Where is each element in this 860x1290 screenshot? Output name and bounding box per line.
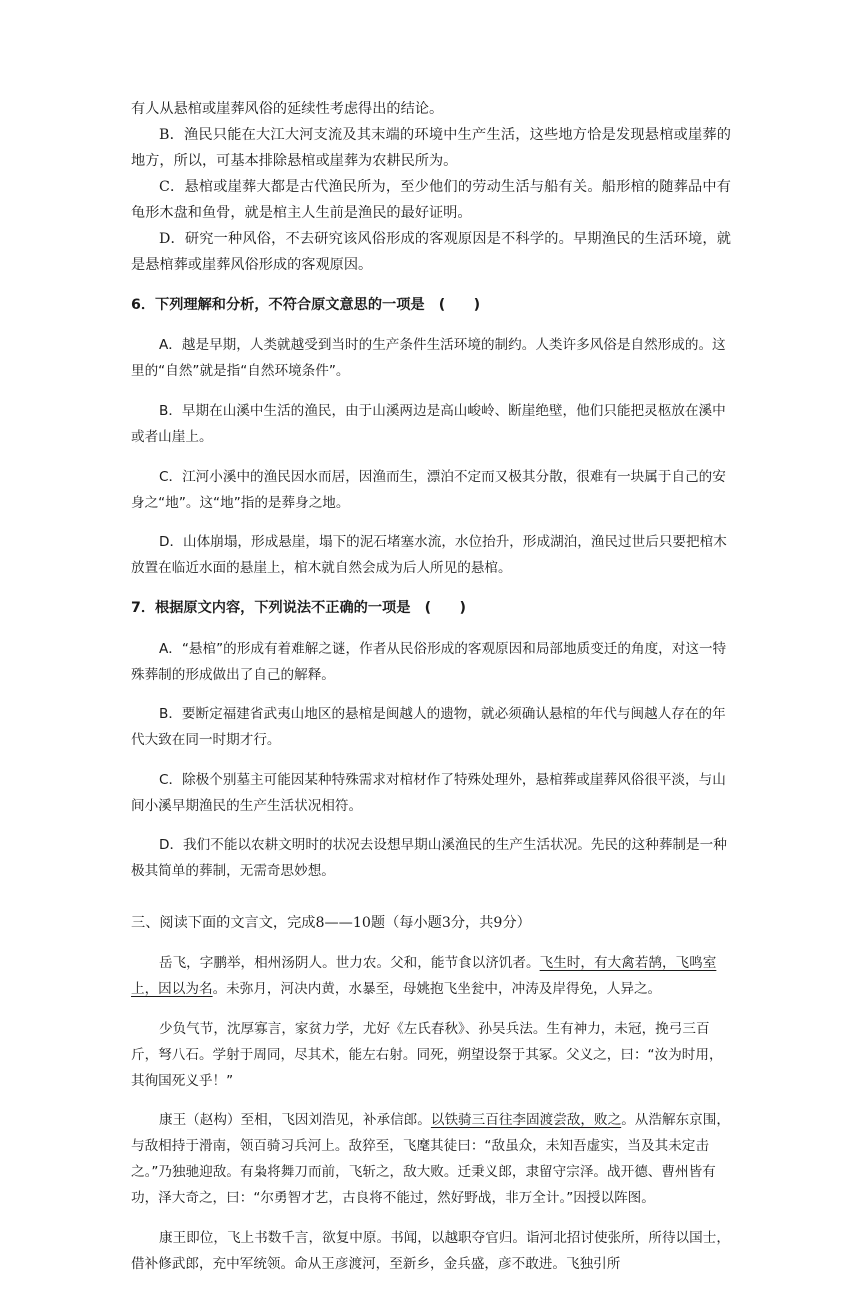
classical-text-paragraph-2: 少负气节，沈厚寡言，家贫力学，尤好《左氏春秋》、孙吴兵法。生有神力，未冠，挽弓三百斤，弩八石。学射于周同，尽其术，能左右射。同死，朔望设祭于其冢。父义之，曰：“汝为时用，其徇国死义乎！” [131, 1020, 723, 1089]
passage-option-d: D．研究一种风俗，不去研究该风俗形成的客观原因是不科学的。早期渔民的生活环境，就是悬棺葬或崖葬风俗形成的客观原因。 [131, 231, 731, 273]
question-6-option-a: A．越是早期，人类就越受到当时的生产条件生活环境的制约。人类许多风俗是自然形成的。这里的“自然”就是指“自然环境条件”。 [131, 337, 726, 380]
underlined-sentence-1: 飞生时，有大禽若鹄，飞鸣室上，因以为名 [131, 954, 717, 997]
classical-text-paragraph-3 [131, 1107, 731, 1211]
classical-text-3a: 康王（赵构）至相，飞因刘浩见，补承信郎。 [159, 1112, 431, 1129]
passage-option-c: C．悬棺或崖葬大都是古代渔民所为，至少他们的劳动生活与船有关。船形棺的随葬品中有龟形木盘和鱼骨，就是棺主人生前是渔民的最好证明。 [131, 179, 731, 221]
classical-text-1b: 。未弥月，河决内黄，水暴至，母姚抱飞坐瓮中，冲涛及岸得免，人异之。 [212, 980, 662, 997]
question-7-option-b: B．要断定福建省武夷山地区的悬棺是闽越人的遗物，就必须确认悬棺的年代与闽越人存在的年代大致在同一时期才行。 [131, 706, 726, 749]
classical-text-3b: 。从浩解东京围，与敌相持于滑南，领百骑习兵河上。敌猝至，飞麾其徒曰：“敌虽众，未知吾虚实，当及其未定击之。”乃独驰迎敌。有枭将舞刀而前，飞斩之，敌大败。迁秉义郎，隶留守宗泽。战开德、曹州皆有功，泽大奇之，曰：“尔勇智才艺，古良将不能过，然好野战，非万全计。”因授以阵图。 [131, 1112, 730, 1207]
classical-text-1a: 岳飞，字鹏举，相州汤阴人。世力农。父和，能节食以济饥者。 [159, 954, 540, 971]
document-body [131, 96, 731, 1290]
question-6-option-d: D．山体崩塌，形成悬崖，塌下的泥石堵塞水流，水位抬升，形成湖泊，渔民过世后只要把棺木放置在临近水面的悬崖上，棺木就自然会成为后人所见的悬棺。 [131, 534, 727, 577]
question-6-option-c: C．江河小溪中的渔民因水而居，因渔而生，漂泊不定而又极其分散，很难有一块属于自己的安身之“地”。这“地”指的是葬身之地。 [131, 468, 726, 511]
passage-fragment: 有人从悬棺或崖葬风俗的延续性考虑得出的结论。 [131, 101, 444, 117]
question-7-stem: 7．根据原文内容，下列说法不正确的一项是 ( ) [131, 600, 466, 617]
question-6-option-b: B．早期在山溪中生活的渔民，由于山溪两边是高山峻岭、断崖绝壁，他们只能把灵柩放在溪中或者山崖上。 [131, 402, 726, 445]
classical-text-paragraph-1 [131, 950, 731, 1002]
section-3-heading: 三、阅读下面的文言文，完成8——10题（每小题3分，共9分） [131, 915, 531, 932]
question-7-option-c: C．除极个别墓主可能因某种特殊需求对棺材作了特殊处理外，悬棺葬或崖葬风俗很平淡，与山间小溪早期渔民的生产生活状况相符。 [131, 771, 726, 814]
question-6-stem: 6．下列理解和分析，不符合原文意思的一项是 ( ) [131, 297, 481, 314]
underlined-sentence-2: 以铁骑三百往李固渡尝敌，败之 [430, 1112, 622, 1129]
passage-option-b: B．渔民只能在大江大河支流及其末端的环境中生产生活，这些地方恰是发现悬棺或崖葬的地方，所以，可基本排除悬棺或崖葬为农耕民所为。 [131, 127, 731, 169]
classical-text-paragraph-4: 康王即位，飞上书数千言，欲复中原。书闻，以越职夺官归。诣河北招讨使张所，所待以国士，借补修武郎，充中军统领。命从王彦渡河，至新乡，金兵盛，彦不敢进。飞独引所 [131, 1229, 730, 1272]
question-7-option-d: D．我们不能以农耕文明时的状况去设想早期山溪渔民的生产生活状况。先民的这种葬制是一种极其简单的葬制，无需奇思妙想。 [131, 837, 727, 880]
question-7-option-a: A．“悬棺”的形成有着难解之谜，作者从民俗形成的客观原因和局部地质变迁的角度，对这一特殊葬制的形成做出了自己的解释。 [131, 640, 727, 683]
